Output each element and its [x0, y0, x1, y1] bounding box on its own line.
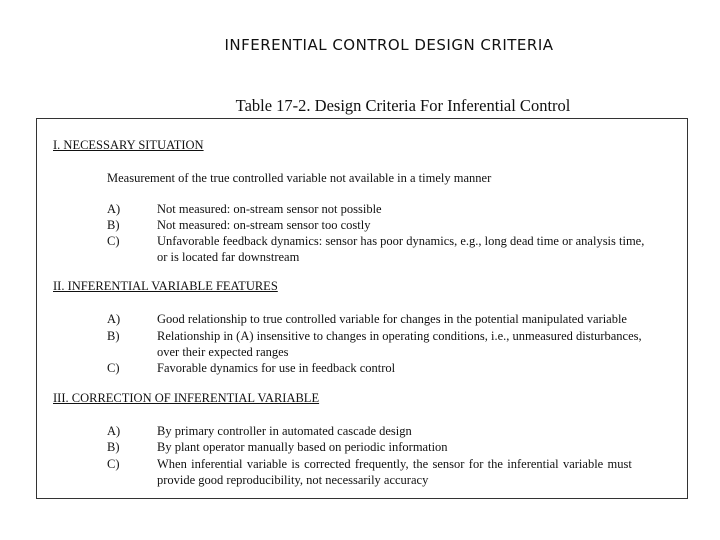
item-label: C) — [107, 457, 120, 471]
item-label: B) — [107, 218, 120, 232]
item-text: When inferential variable is corrected frequently, the sensor for the inferential variable must — [157, 457, 632, 471]
item-text: Not measured: on-stream sensor not possible — [157, 202, 382, 216]
item-text: Not measured: on-stream sensor too costly — [157, 218, 371, 232]
item-text: By plant operator manually based on periodic information — [157, 440, 448, 454]
table-caption: Table 17-2. Design Criteria For Inferential Control — [235, 96, 571, 115]
item-label: A) — [107, 312, 121, 326]
section-heading: I. NECESSARY SITUATION — [53, 138, 204, 152]
item-text: Relationship in (A) insensitive to changes in operating conditions, i.e., unmeasured disturbances, — [157, 329, 642, 343]
section-heading: II. INFERENTIAL VARIABLE FEATURES — [53, 279, 278, 293]
criteria-table — [36, 118, 688, 499]
item-text: Good relationship to true controlled variable for changes in the potential manipulated variable — [157, 312, 627, 326]
item-text: over their expected ranges — [157, 345, 289, 359]
item-text: Unfavorable feedback dynamics: sensor has poor dynamics, e.g., long dead time or analysis time, — [157, 234, 645, 248]
slide-title: INFERENTIAL CONTROL DESIGN CRITERIA — [224, 36, 554, 54]
item-label: A) — [107, 202, 121, 216]
item-text: provide good reproducibility, not necessarily accuracy — [157, 473, 429, 487]
item-label: A) — [107, 424, 121, 438]
item-text: Favorable dynamics for use in feedback control — [157, 361, 396, 375]
item-text: By primary controller in automated cascade design — [157, 424, 412, 438]
item-label: C) — [107, 234, 120, 248]
item-label: B) — [107, 440, 120, 454]
item-label: B) — [107, 329, 120, 343]
item-text: or is located far downstream — [157, 250, 300, 264]
section-intro: Measurement of the true controlled variable not available in a timely manner — [107, 171, 492, 185]
section-heading: III. CORRECTION OF INFERENTIAL VARIABLE — [53, 391, 320, 405]
item-label: C) — [107, 361, 120, 375]
